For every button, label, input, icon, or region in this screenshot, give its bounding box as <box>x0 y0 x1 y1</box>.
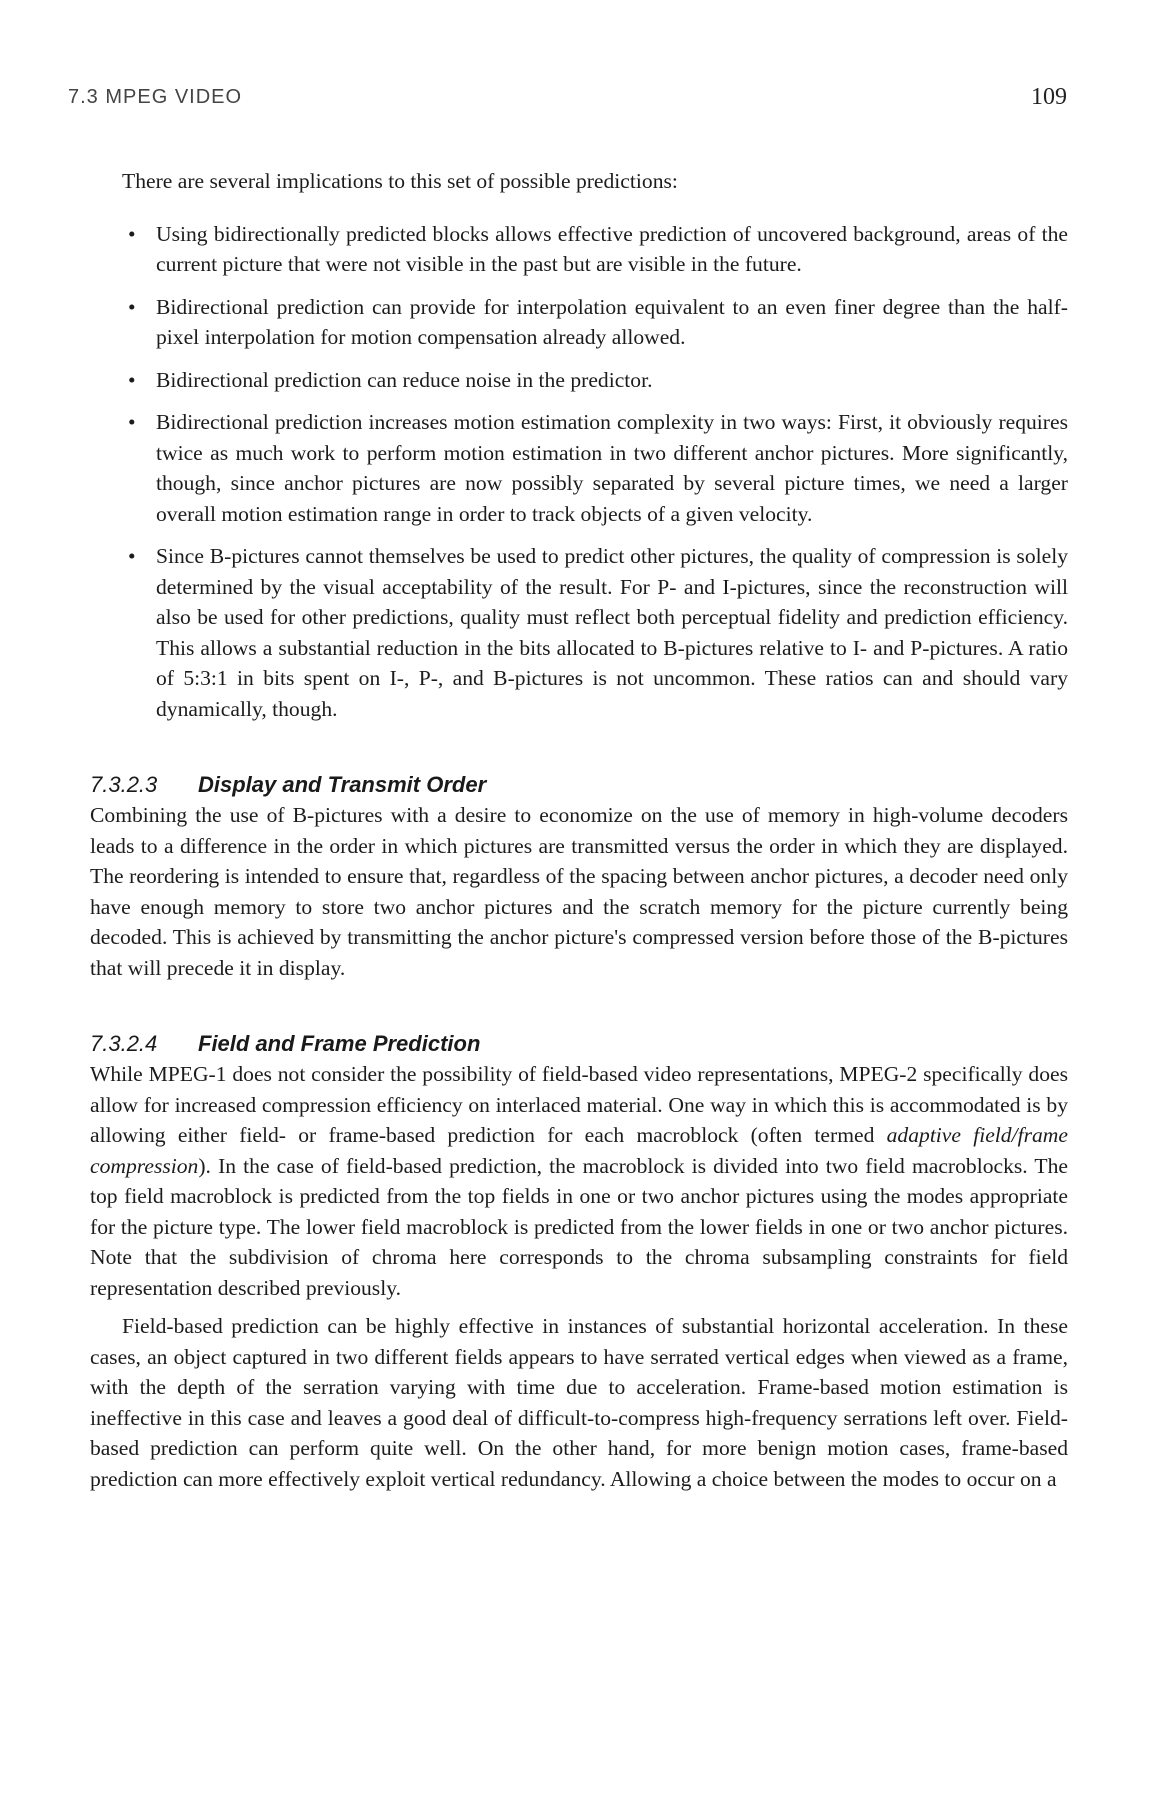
field-frame-paragraph-1 <box>90 1059 1068 1303</box>
bullet-icon: • <box>128 221 136 246</box>
page-number: 109 <box>1031 84 1067 110</box>
list-item-text: Bidirectional prediction can reduce noise in the predictor. <box>156 367 653 392</box>
bullet-icon: • <box>128 367 136 392</box>
list-item-text: Using bidirectionally predicted blocks allows effective prediction of uncovered background, areas of the current picture that were not visible in the past but are visible in the future. <box>156 221 1068 276</box>
section-heading-field-frame <box>90 1029 1068 1059</box>
section-number: 7.3.2.3 <box>90 772 158 797</box>
bullet-icon: • <box>128 410 136 434</box>
bullet-icon: • <box>128 294 136 319</box>
intro-sentence: There are several implications to this set of possible predictions: <box>122 169 678 193</box>
section-title: Field and Frame Prediction <box>198 1031 481 1056</box>
field-frame-paragraph-2: Field-based prediction can be highly effective in instances of substantial horizontal acceleration. In these cases, an object captured in two different fields appears to have serrated vertical edges when viewed as a frame, with the depth of the serration varying with time due to acceleration. Frame-based motion estimation is ineffective in this case and leaves a good deal of difficult-to-compress high-frequency serrations left over. Field-based prediction can perform quite well. On the other hand, for more benign motion cases, frame-based prediction can more effectively exploit vertical redundancy. Allowing a choice between the modes to occur on a <box>90 1314 1068 1491</box>
display-order-paragraph: Combining the use of B-pictures with a desire to economize on the use of memory in high-volume decoders leads to a difference in the order in which pictures are transmitted versus the order in which they are displayed. The reordering is intended to ensure that, regardless of the spacing between anchor pictures, a decoder need only have enough memory to store two anchor pictures and the scratch memory for the picture currently being decoded. This is achieved by transmitting the anchor picture's compressed version before those of the B-pictures that will precede it in display. <box>90 803 1068 980</box>
section-heading-display-order <box>90 770 1068 800</box>
list-item <box>90 219 1068 280</box>
section-title: Display and Transmit Order <box>198 772 487 797</box>
implications-list <box>90 219 1068 725</box>
list-item <box>90 292 1068 353</box>
list-item <box>90 365 1068 396</box>
list-item <box>90 407 1068 529</box>
list-item-text: Since B-pictures cannot themselves be used to predict other pictures, the quality of compression is solely determined by the visual acceptability of the result. For P- and I-pictures, since the reconstruction will also be used for other predictions, quality must reflect both perceptual fidelity and prediction efficiency. This allows a substantial reduction in the bits allocated to B-pictures relative to I- and P-pictures. A ratio of 5:3:1 in bits spent on I-, P-, and B-pictures is not uncommon. These ratios can and should vary dynamically, though. <box>156 544 1068 721</box>
section-number: 7.3.2.4 <box>90 1031 158 1056</box>
paragraph-text: While MPEG-1 does not consider the possibility of field-based video representations, MPEG-2 specifically does allow for increased compression efficiency on interlaced material. One way in which this is accommodated is by allowing either field- or frame-based prediction for each macroblock (often termed <box>90 1062 1068 1147</box>
list-item <box>90 541 1068 724</box>
paragraph-text: ). In the case of field-based prediction, the macroblock is divided into two field macroblocks. The top field macroblock is predicted from the top fields in one or two anchor pictures using the modes appropriate for the picture type. The lower field macroblock is predicted from the lower fields in one or two anchor pictures. Note that the subdivision of chroma here corresponds to the chroma subsampling constraints for field representation described previously. <box>90 1153 1068 1300</box>
page-body <box>90 166 1068 1494</box>
running-head: 7.3 MPEG VIDEO <box>68 86 243 108</box>
emphasized-term: adaptive field/frame compression <box>90 1123 1068 1178</box>
list-item-text: Bidirectional prediction increases motion estimation complexity in two ways: First, it obviously requires twice as much work to perform motion estimation in two different anchor pictures. More significantly, though, since anchor pictures are now possibly separated by several picture times, we need a larger overall motion estimation range in order to track objects of a given velocity. <box>156 410 1068 526</box>
list-item-text: Bidirectional prediction can provide for interpolation equivalent to an even finer degree than the half-pixel interpolation for motion compensation already allowed. <box>156 294 1068 349</box>
bullet-icon: • <box>128 544 136 568</box>
